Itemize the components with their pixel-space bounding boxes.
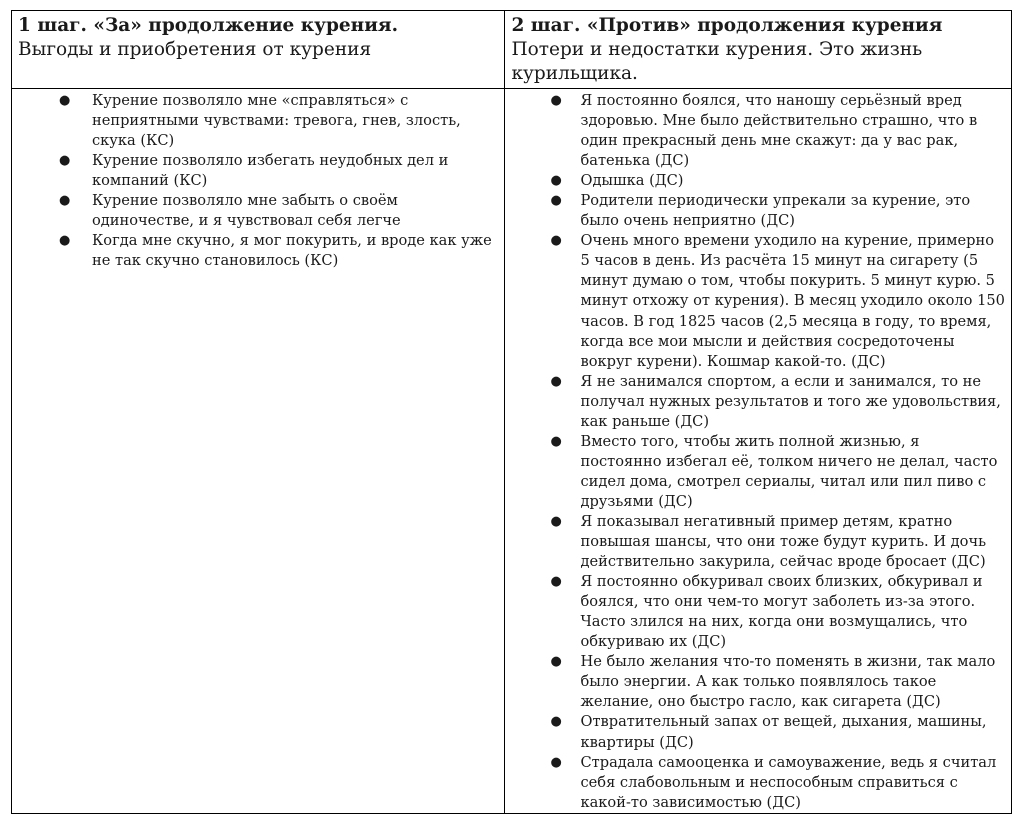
list-item-text: Курение позволяло мне забыть о своём одиночестве, и я чувствовал себя легче <box>92 192 401 230</box>
bullet-icon: ● <box>550 93 562 108</box>
body-row <box>12 89 1012 814</box>
list-item-text: Я постоянно обкуривал своих близких, обкуривал и боялся, что они чем-то могут заболеть из-за этого. Часто злился на них, когда они возмущались, что обкуриваю их (ДС) <box>580 573 983 651</box>
bullet-icon: ● <box>550 373 562 389</box>
list-item <box>505 231 1005 371</box>
bullet-icon: ● <box>59 193 71 209</box>
bullet-icon: ● <box>550 193 562 209</box>
bullet-icon: ● <box>550 513 562 529</box>
bullet-icon: ● <box>550 714 562 730</box>
bullet-icon: ● <box>59 93 71 108</box>
bullet-icon: ● <box>550 233 562 249</box>
list-item <box>505 753 1005 813</box>
header-row <box>12 11 1012 89</box>
list-item-text: Я показывал негативный пример детям, кратно повышая шансы, что они тоже будут курить. И дочь действительно закурила, сейчас вроде бросает (ДС) <box>580 512 987 571</box>
pros-subtitle: Выгоды и приобретения от курения <box>18 39 372 60</box>
list-item-text: Родители периодически упрекали за курение, это было очень неприятно (ДС) <box>580 192 971 230</box>
list-item-text: Страдала самооценка и самоуважение, ведь я считал себя слабовольным и неспособным справиться с какой-то зависимостью (ДС) <box>580 753 997 811</box>
bullet-icon: ● <box>59 233 71 249</box>
cons-subtitle: Потери и недостатки курения. Это жизнь курильщика. <box>511 39 923 84</box>
bullet-icon: ● <box>550 654 562 670</box>
list-item-text: Я не занимался спортом, а если и занимался, то не получал нужных результатов и того же удовольствия, как раньше (ДС) <box>580 372 1001 430</box>
list-item <box>505 191 1005 231</box>
list-item <box>12 91 498 151</box>
list-item <box>505 372 1005 432</box>
pros-body-cell <box>12 89 505 814</box>
list-item-text: Не было желания что-то поменять в жизни, так мало было энергии. А как только появлялось такое желание, оно быстро гасло, как сигарета (ДС) <box>580 653 996 711</box>
list-item <box>505 432 1005 512</box>
bullet-icon: ● <box>550 173 562 189</box>
list-item <box>12 231 498 271</box>
cons-title: 2 шаг. «Против» продолжения курения <box>511 15 943 36</box>
list-item-text: Вместо того, чтобы жить полной жизнью, я постоянно избегал её, толком ничего не делал, часто сидел дома, смотрел сериалы, читал или пил пиво с друзьями (ДС) <box>580 432 998 510</box>
bullet-icon: ● <box>59 153 71 169</box>
bullet-icon: ● <box>550 754 562 770</box>
list-item-text: Отвратительный запах от вещей, дыхания, машины, квартиры (ДС) <box>580 713 987 751</box>
cons-list <box>505 89 1011 813</box>
bullet-icon: ● <box>550 433 562 449</box>
pros-cons-table <box>11 10 1012 814</box>
list-item-text: Курение позволяло мне «справляться» с неприятными чувствами: тревога, гнев, злость, скука (КС) <box>92 92 461 150</box>
list-item-text: Когда мне скучно, я мог покурить, и вроде как уже не так скучно становилось (КС) <box>92 232 492 270</box>
list-item-text: Я постоянно боялся, что наношу серьёзный вред здоровью. Мне было действительно страшно, что в один прекрасный день мне скажут: да у вас рак, батенька (ДС) <box>580 92 978 170</box>
list-item <box>505 652 1005 712</box>
bullet-icon: ● <box>550 574 562 590</box>
list-item <box>12 151 498 191</box>
list-item <box>505 712 1005 752</box>
list-item <box>505 512 1005 572</box>
cons-body-cell <box>505 89 1012 814</box>
pros-list <box>12 89 504 271</box>
pros-title: 1 шаг. «За» продолжение курения. <box>18 15 399 36</box>
list-item <box>505 171 1005 191</box>
pros-header-cell <box>12 11 505 89</box>
cons-header-cell <box>505 11 1012 89</box>
list-item <box>12 191 498 231</box>
list-item-text: Очень много времени уходило на курение, примерно 5 часов в день. Из расчёта 15 минут на сигарету (5 минут думаю о том, чтобы покурить. 5 минут курю. 5 минут отхожу от курения). В месяц уходило около 150 часов. В год 1825 часов (2,5 месяца в году, то время, когда все мои мысли и действия сосредоточены вокруг курени). Кошмар какой-то. (ДС) <box>580 232 1005 370</box>
list-item-text: Курение позволяло избегать неудобных дел и компаний (КС) <box>92 152 449 190</box>
list-item <box>505 91 1005 171</box>
list-item-text: Одышка (ДС) <box>580 172 684 190</box>
list-item <box>505 572 1005 652</box>
